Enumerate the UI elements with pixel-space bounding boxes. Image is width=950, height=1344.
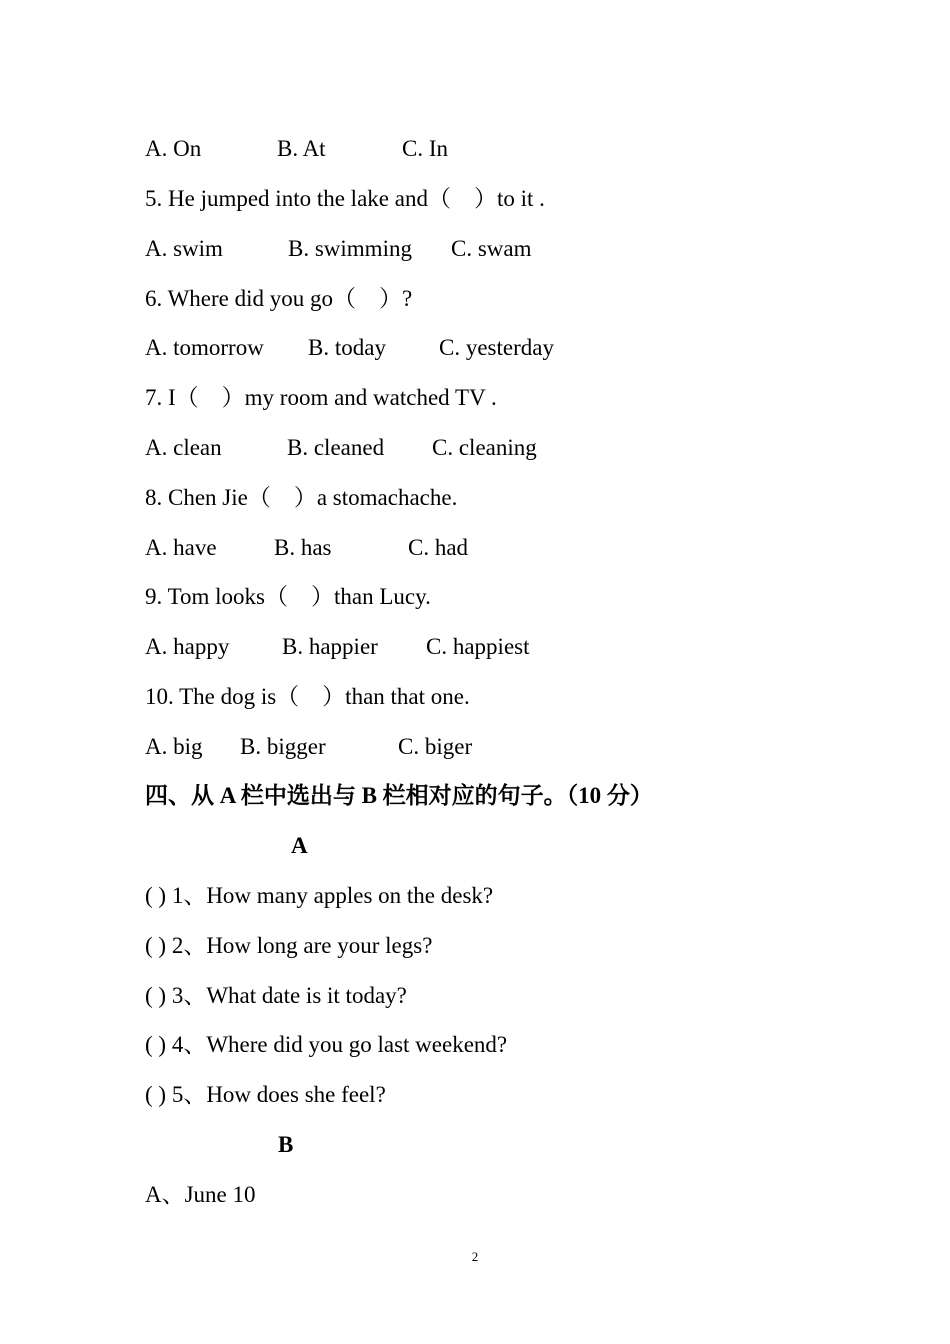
- q8-option-b: B. has: [274, 535, 332, 560]
- q10-option-c: C. biger: [398, 734, 473, 759]
- q6-question: 6. Where did you go（ ）?: [145, 286, 413, 311]
- column-b-item-a: A、June 10: [145, 1182, 256, 1207]
- q8-option-c: C. had: [408, 535, 469, 560]
- page-number: 2: [471, 1249, 479, 1264]
- q10-option-b: B. bigger: [240, 734, 326, 759]
- q7-option-b: B. cleaned: [287, 435, 385, 460]
- q5-option-c: C. swam: [451, 236, 532, 261]
- q9-question: 9. Tom looks（ ）than Lucy.: [145, 584, 431, 609]
- q5-question: 5. He jumped into the lake and（ ）to it .: [145, 186, 545, 211]
- q6-option-a: A. tomorrow: [145, 335, 264, 360]
- q4-option-c: C. In: [402, 136, 448, 161]
- q4-option-b: B. At: [277, 136, 326, 161]
- q7-option-c: C. cleaning: [432, 435, 537, 460]
- q5-option-a: A. swim: [145, 236, 223, 261]
- q6-option-c: C. yesterday: [439, 335, 554, 360]
- q9-option-b: B. happier: [282, 634, 378, 659]
- q9-option-c: C. happiest: [426, 634, 530, 659]
- column-a-item-2: ( ) 2、How long are your legs?: [145, 933, 433, 958]
- q10-option-a: A. big: [145, 734, 203, 759]
- column-a-label: A: [291, 833, 308, 858]
- section4-title: 四、从 A 栏中选出与 B 栏相对应的句子。（10 分）: [145, 783, 653, 808]
- column-a-item-1: ( ) 1、How many apples on the desk?: [145, 883, 494, 908]
- q6-option-b: B. today: [308, 335, 386, 360]
- column-a-item-4: ( ) 4、Where did you go last weekend?: [145, 1032, 508, 1057]
- column-a-item-5: ( ) 5、How does she feel?: [145, 1082, 386, 1107]
- q10-question: 10. The dog is（ ）than that one.: [145, 684, 470, 709]
- q4-option-a: A. On: [145, 136, 202, 161]
- q9-option-a: A. happy: [145, 634, 230, 659]
- column-b-label: B: [278, 1132, 294, 1157]
- q7-question: 7. I（ ）my room and watched TV .: [145, 385, 497, 410]
- q7-option-a: A. clean: [145, 435, 222, 460]
- q5-option-b: B. swimming: [288, 236, 412, 261]
- column-a-item-3: ( ) 3、What date is it today?: [145, 983, 407, 1008]
- q8-question: 8. Chen Jie（ ）a stomachache.: [145, 485, 458, 510]
- q8-option-a: A. have: [145, 535, 217, 560]
